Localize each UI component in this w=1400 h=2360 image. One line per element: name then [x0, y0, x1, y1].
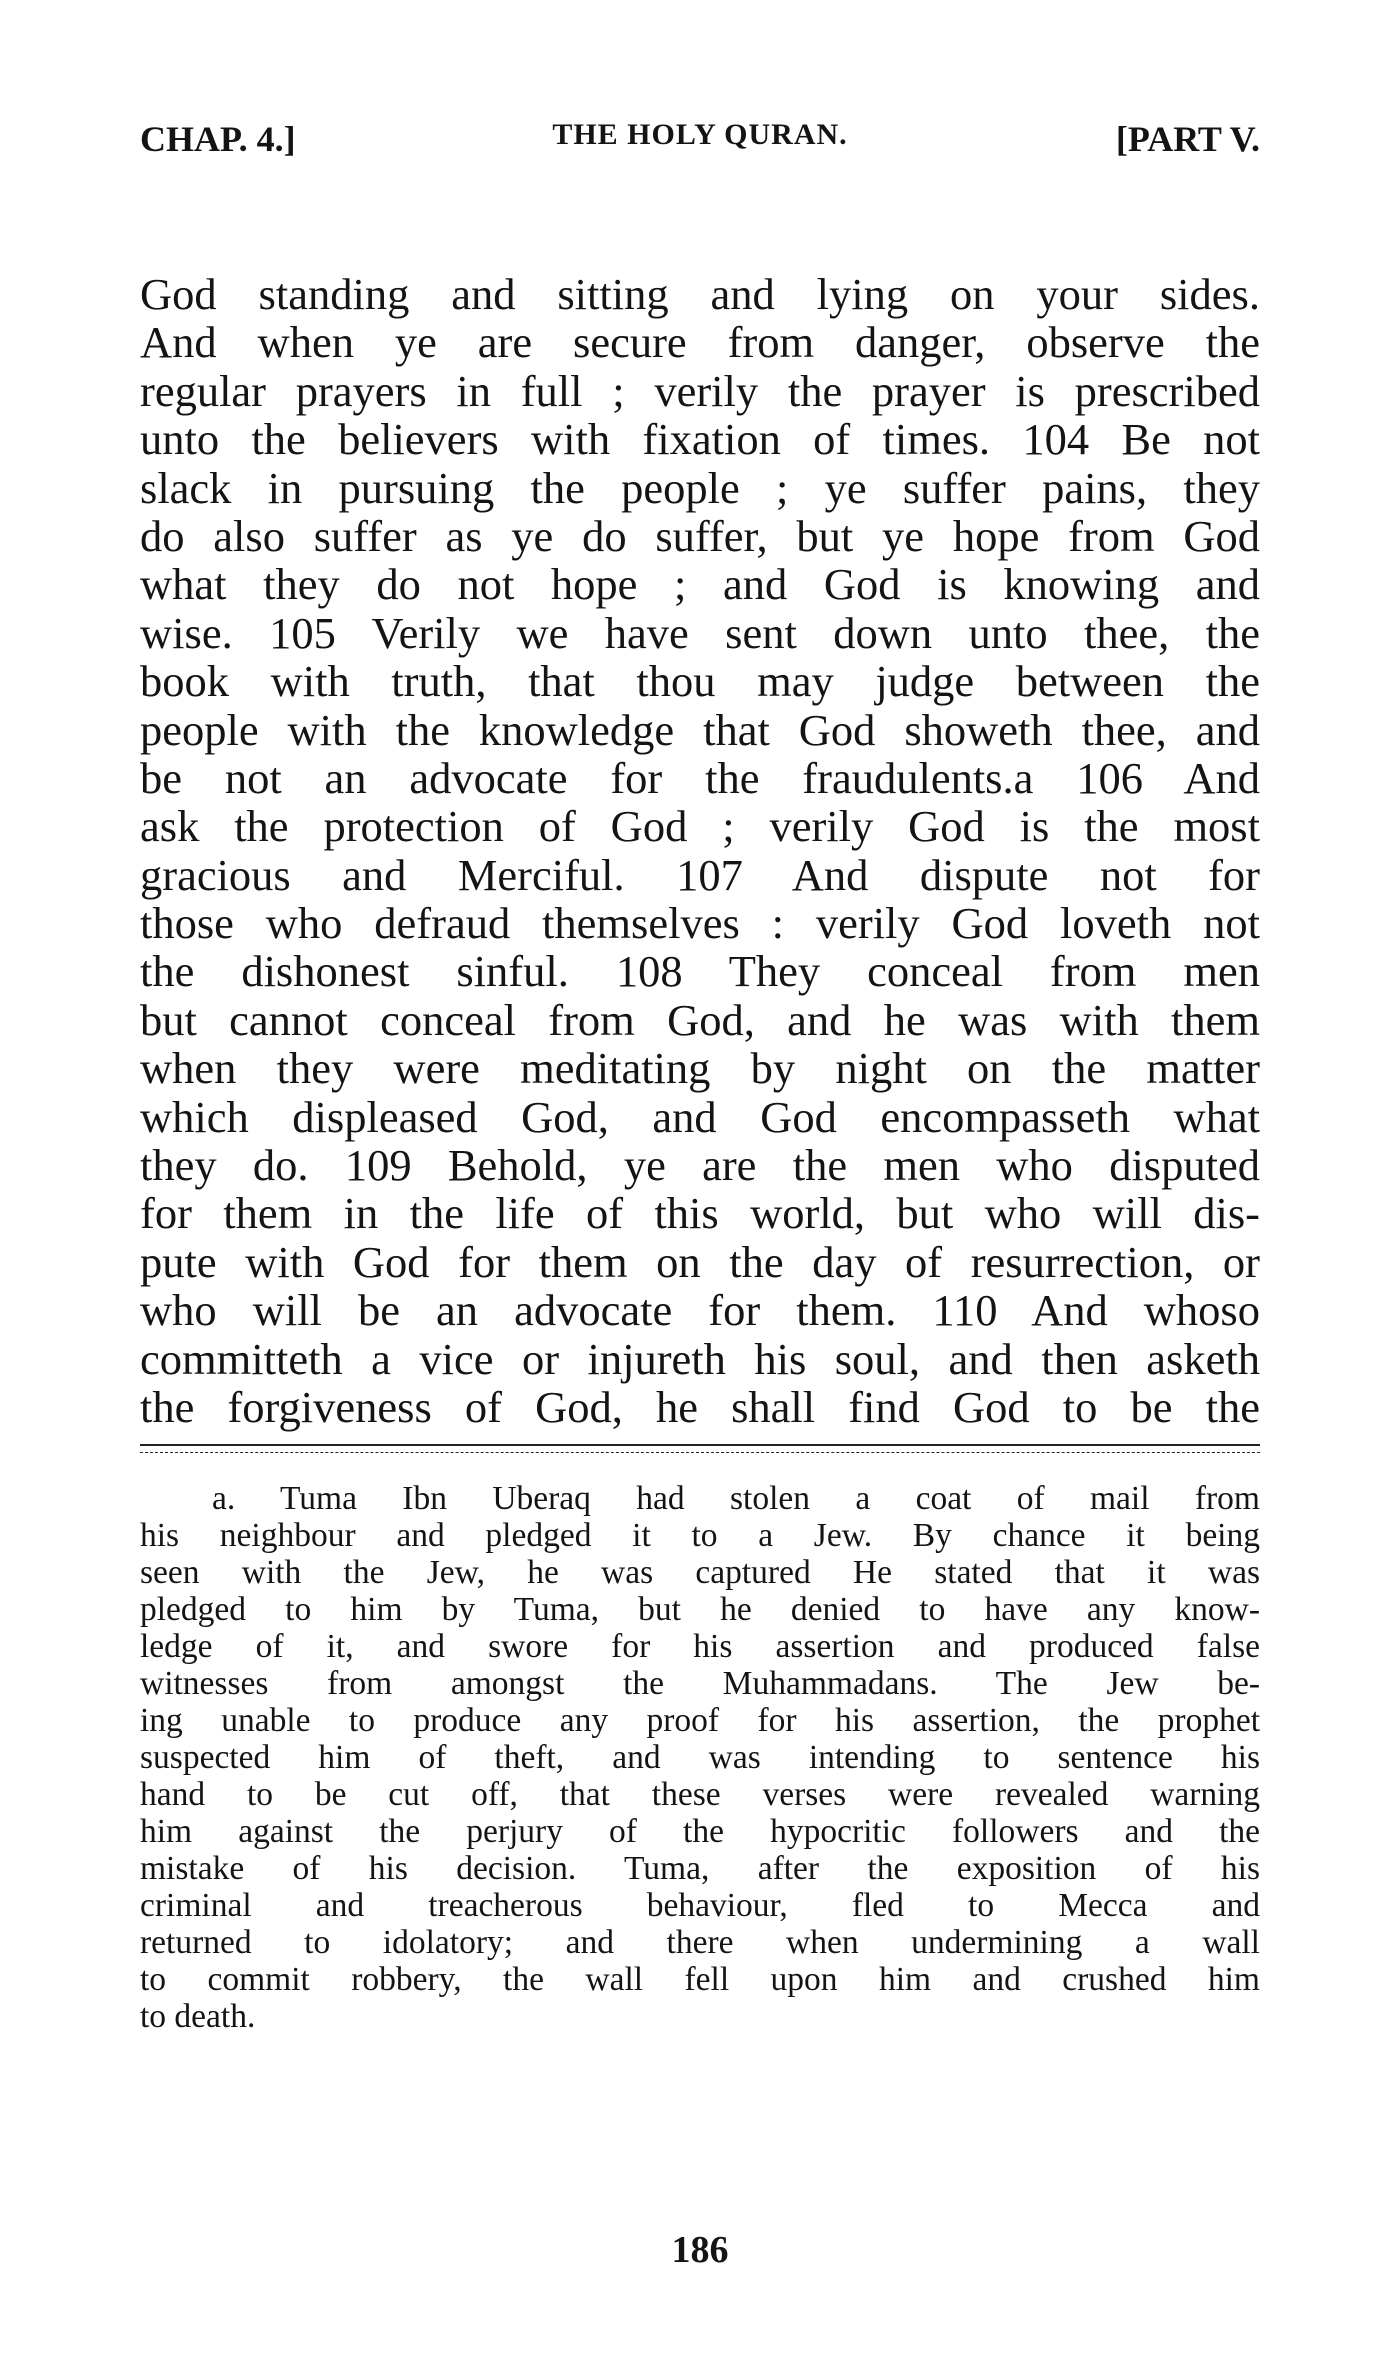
footnote-line: his neighbour and pledged it to a Jew. By chance it being	[140, 1517, 1260, 1554]
footnote-line: a. Tuma Ibn Uberaq had stolen a coat of mail from	[212, 1480, 1260, 1517]
text-line: book with truth, that thou may judge between the	[140, 656, 1260, 707]
footnote-line: ledge of it, and swore for his assertion and produced false	[140, 1628, 1260, 1665]
part-label: [PART V.	[1115, 119, 1260, 159]
footnote-divider	[140, 1444, 1260, 1446]
footnote-line: to commit robbery, the wall fell upon him and crushed him	[140, 1961, 1260, 1998]
footnote-line: to death.	[140, 1998, 256, 2035]
text-line: people with the knowledge that God showeth thee, and	[140, 704, 1260, 755]
footnote-line: pledged to him by Tuma, but he denied to have any know-	[140, 1591, 1260, 1628]
text-line: And when ye are secure from danger, observe the	[140, 317, 1260, 368]
text-line: unto the believers with fixation of times. 104 Be not	[140, 414, 1260, 465]
footnote-line: suspected him of theft, and was intending to sentence his	[140, 1739, 1260, 1776]
chapter-label: CHAP. 4.]	[140, 119, 296, 159]
text-line: be not an advocate for the fraudulents.a 106 And	[140, 752, 1260, 803]
text-line: they do. 109 Behold, ye are the men who disputed	[140, 1140, 1260, 1191]
text-line: but cannot conceal from God, and he was with them	[140, 994, 1260, 1045]
footnote-line: hand to be cut off, that these verses were revealed warning	[140, 1776, 1260, 1813]
text-line: the dishonest sinful. 108 They conceal from men	[140, 946, 1260, 997]
text-line: God standing and sitting and lying on your sides.	[140, 269, 1260, 319]
running-head	[140, 118, 1260, 178]
book-title: THE HOLY QURAN.	[552, 118, 848, 151]
footnote-divider-secondary	[140, 1452, 1260, 1453]
text-line: wise. 105 Verily we have sent down unto thee, the	[140, 607, 1260, 658]
text-line: do also suffer as ye do suffer, but ye hope from God	[140, 510, 1260, 561]
footnote-line: returned to idolatory; and there when undermining a wall	[140, 1924, 1260, 1961]
main-text	[140, 270, 1260, 1431]
text-line: gracious and Merciful. 107 And dispute not for	[140, 849, 1260, 900]
footnote	[140, 1480, 1260, 2035]
text-line: which displeased God, and God encompasseth what	[140, 1091, 1260, 1142]
footnote-line: mistake of his decision. Tuma, after the exposition of his	[140, 1850, 1260, 1887]
text-line: slack in pursuing the people ; ye suffer pains, they	[140, 462, 1260, 513]
text-line: those who defraud themselves : verily God loveth not	[140, 898, 1260, 949]
footnote-line: criminal and treacherous behaviour, fled to Mecca and	[140, 1887, 1260, 1924]
text-line: committeth a vice or injureth his soul, and then asketh	[140, 1333, 1260, 1384]
text-line: who will be an advocate for them. 110 And whoso	[140, 1285, 1260, 1336]
text-line: regular prayers in full ; verily the prayer is prescribed	[140, 365, 1260, 416]
text-line: pute with God for them on the day of resurrection, or	[140, 1236, 1260, 1287]
text-line: for them in the life of this world, but who will dis-	[140, 1188, 1260, 1239]
footnote-line: ing unable to produce any proof for his assertion, the prophet	[140, 1702, 1260, 1739]
text-line: the forgiveness of God, he shall find God to be the	[140, 1381, 1260, 1432]
text-line: when they were meditating by night on the matter	[140, 1043, 1260, 1094]
text-line: ask the protection of God ; verily God is the most	[140, 801, 1260, 852]
footnote-line: him against the perjury of the hypocritic followers and the	[140, 1813, 1260, 1850]
footnote-line: seen with the Jew, he was captured He stated that it was	[140, 1554, 1260, 1591]
text-line: what they do not hope ; and God is knowing and	[140, 559, 1260, 610]
footnote-line: witnesses from amongst the Muhammadans. The Jew be-	[140, 1665, 1260, 1702]
page-number: 186	[671, 2229, 729, 2271]
